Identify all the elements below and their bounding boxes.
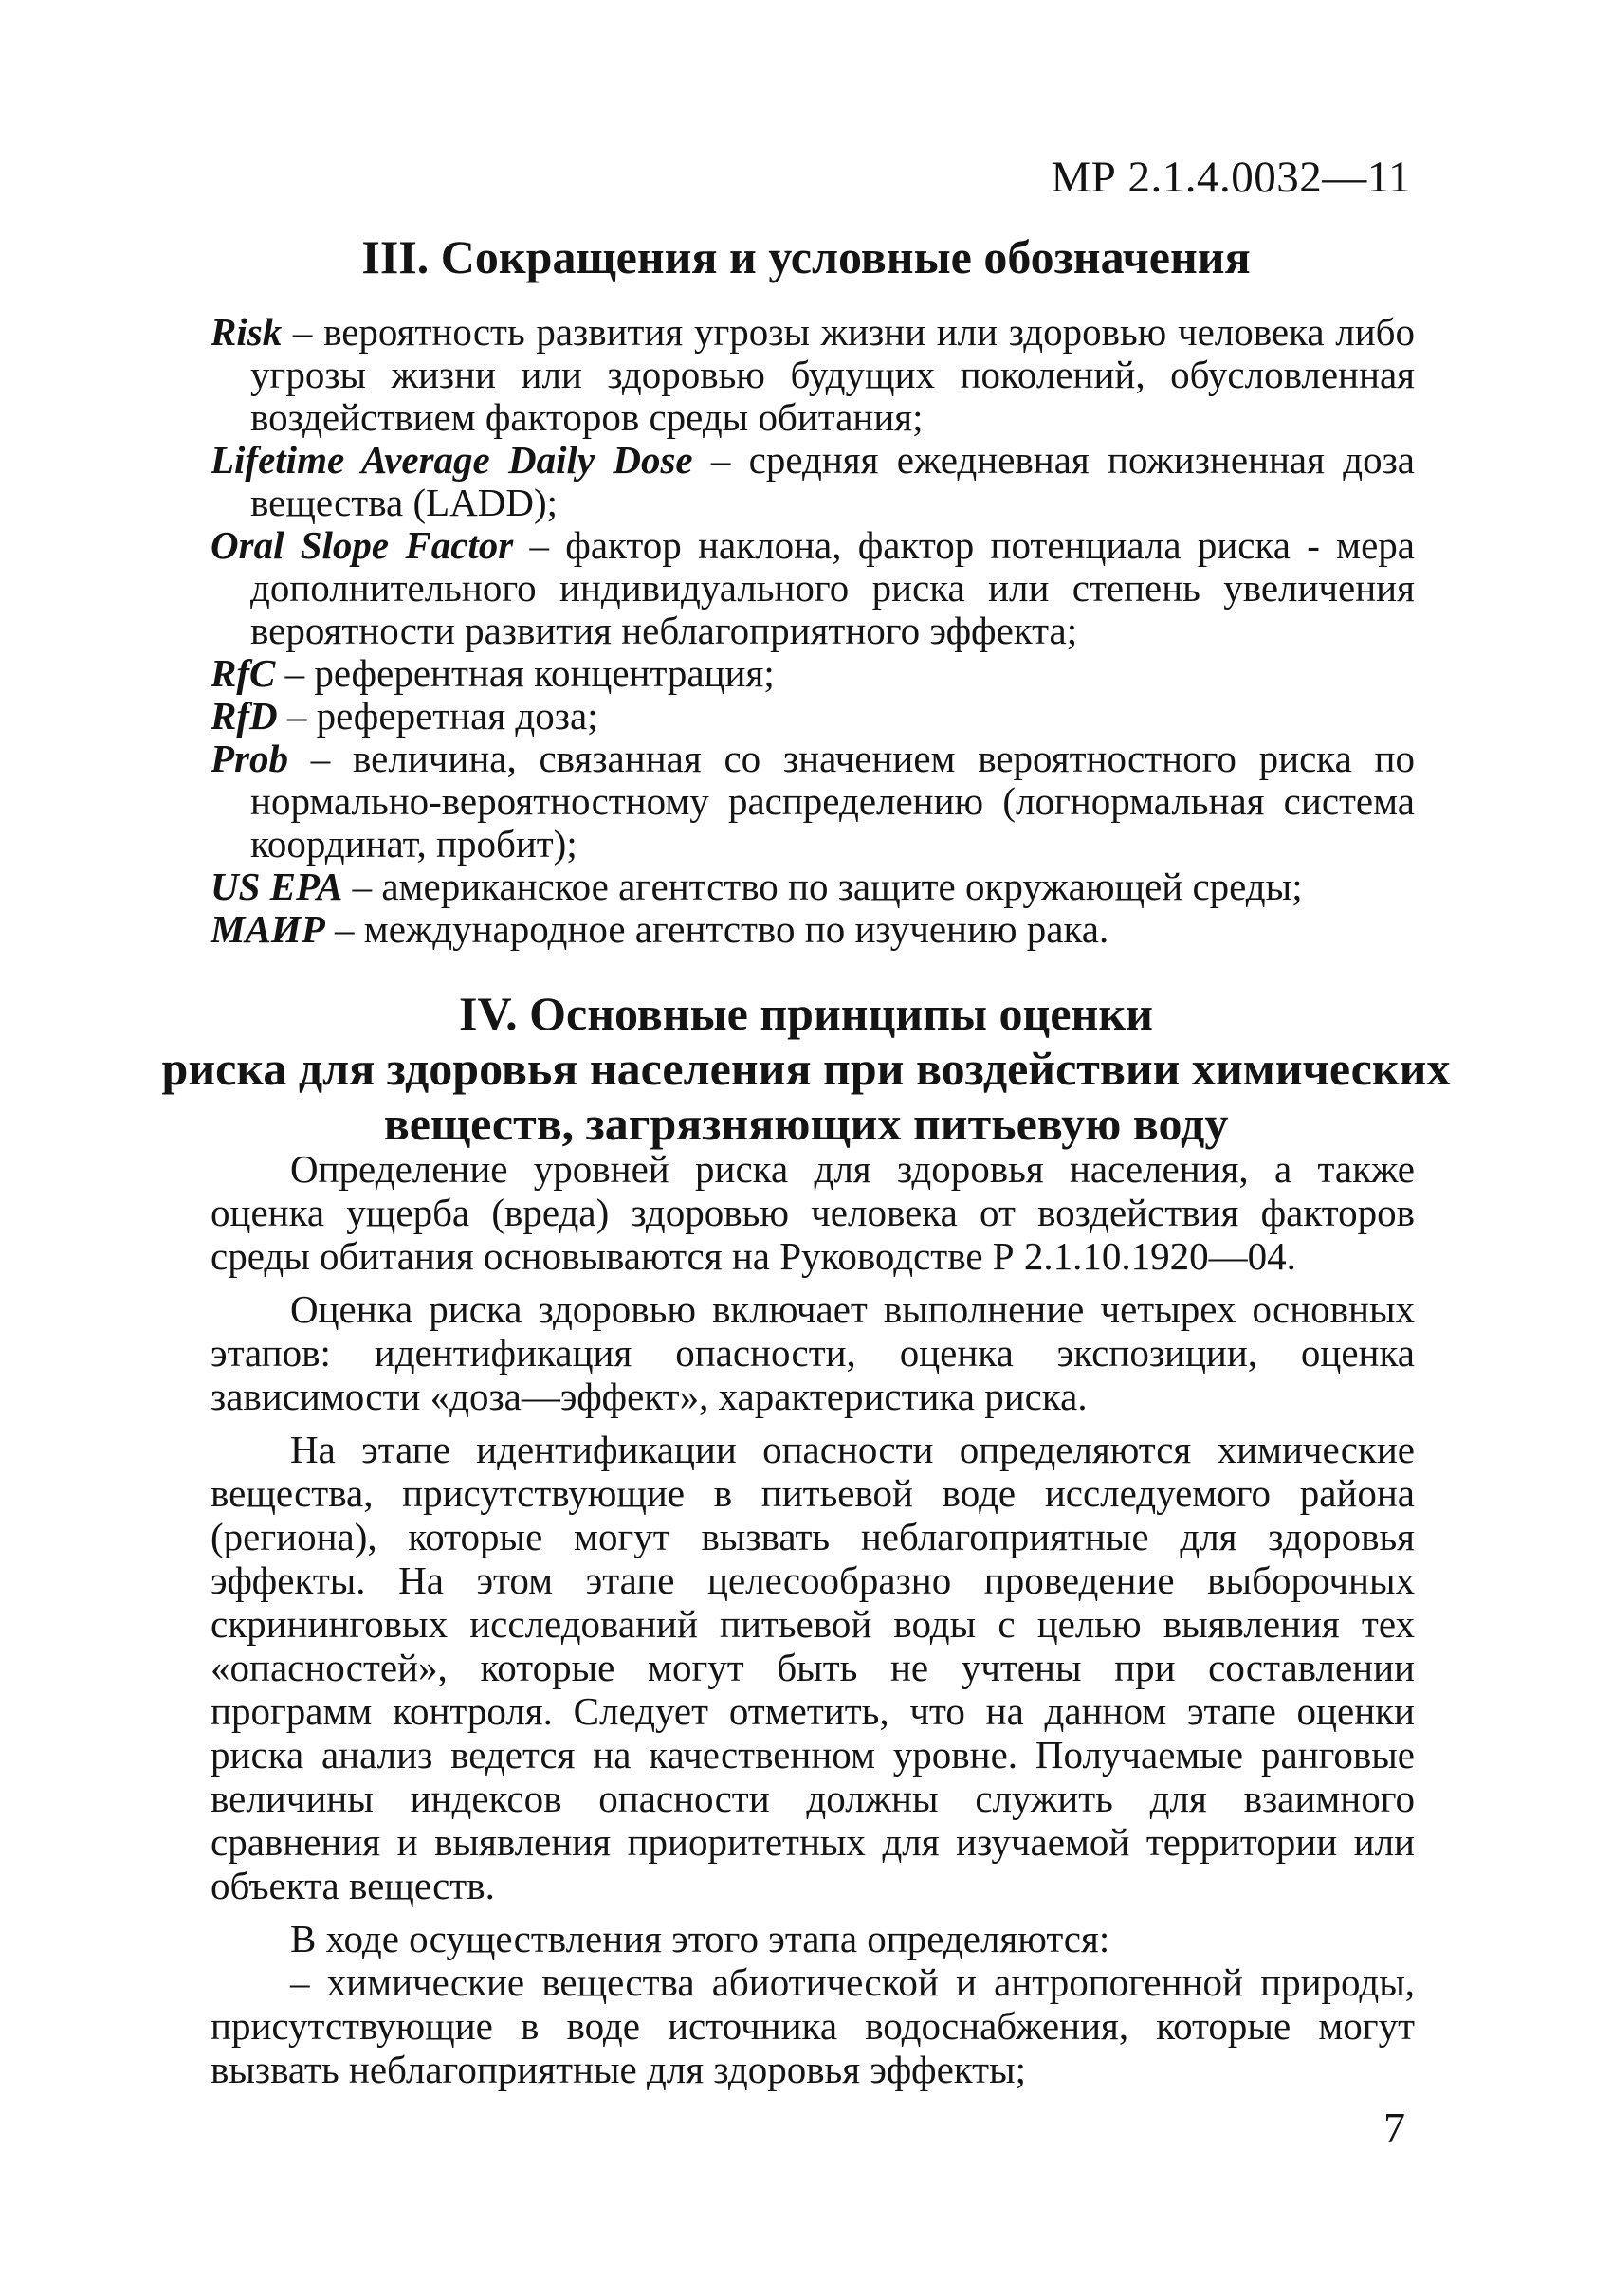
- abbreviation-item: [211, 866, 1415, 908]
- abbreviation-term: Prob: [211, 737, 288, 780]
- abbreviation-definition: – международное агентство по изучению рака.: [324, 907, 1109, 951]
- abbreviation-definition: – средняя ежедневная пожизненная доза вещества (LADD);: [250, 438, 1416, 524]
- abbreviation-item: [211, 652, 1415, 695]
- section-4-body: [211, 1147, 1415, 2091]
- abbreviation-item: [211, 524, 1415, 652]
- abbreviation-definition: – референтная концентрация;: [275, 651, 775, 695]
- section-4-heading: [0, 986, 1612, 1151]
- abbreviation-definition: – фактор наклона, фактор потенциала риска - мера дополнительного индивидуального риска или степень увеличения вероятности развития неблагоприятного эффекта;: [250, 523, 1415, 652]
- section-4-heading-line-2: риска для здоровья населения при воздействии химических: [161, 1042, 1451, 1095]
- abbreviation-term: Oral Slope Factor: [211, 523, 514, 567]
- abbreviation-item: [211, 311, 1415, 439]
- paragraph: Оценка риска здоровью включает выполнение четырех основных этапов: идентификация опасности, оценка экспозиции, оценка зависимости «доза—эффект», характеристика риска.: [211, 1287, 1415, 1418]
- abbreviation-term: Lifetime Average Daily Dose: [211, 438, 693, 482]
- paragraph: На этапе идентификации опасности определяются химические вещества, присутствующие в питьевой воде исследуемого района (региона), которые могут вызвать неблагоприятные для здоровья эффекты. На этом этапе целесообразно проведение выборочных скрининговых исследований питьевой воды с целью выявления тех «опасностей», которые могут быть не учтены при составлении программ контроля. Следует отметить, что на данном этапе оценки риска анализ ведется на качественном уровне. Получаемые ранговые величины индексов опасности должны служить для взаимного сравнения и выявления приоритетных для изучаемой территории или объекта веществ.: [211, 1428, 1415, 1907]
- list-item: – химические вещества абиотической и антропогенной природы, присутствующие в воде источника водоснабжения, которые могут вызвать неблагоприятные для здоровья эффекты;: [211, 1960, 1415, 2091]
- paragraph: Определение уровней риска для здоровья населения, а также оценка ущерба (вреда) здоровью человека от воздействия факторов среды обитания основываются на Руководстве Р 2.1.10.1920—04.: [211, 1147, 1415, 1278]
- abbreviation-item: [211, 738, 1415, 866]
- abbreviation-term: US EPA: [211, 865, 343, 908]
- abbreviation-definition: – реферетная доза;: [277, 694, 598, 738]
- section-4-heading-line-1: IV. Основные принципы оценки: [459, 987, 1153, 1040]
- abbreviation-term: МАИР: [211, 907, 325, 951]
- abbreviation-term: RfC: [211, 651, 276, 695]
- abbreviation-item: [211, 695, 1415, 738]
- abbreviation-item: [211, 439, 1415, 524]
- page-number: 7: [1383, 2104, 1405, 2152]
- abbreviation-definition: – вероятность развития угрозы жизни или здоровью человека либо угрозы жизни или здоровью будущих поколений, обусловленная воздействием факторов среды обитания;: [250, 310, 1415, 439]
- abbreviation-definition: – американское агентство по защите окружающей среды;: [342, 865, 1303, 908]
- paragraph: В ходе осуществления этого этапа определяются:: [290, 1917, 1110, 1960]
- abbreviation-item: [211, 908, 1415, 951]
- document-code: МР 2.1.4.0032—11: [1051, 153, 1411, 202]
- abbreviation-definition: – величина, связанная со значением вероятностного риска по нормально-вероятностному распределению (логнормальная система координат, пробит);: [250, 737, 1415, 866]
- section-4-heading-line-3: веществ, загрязняющих питьевую воду: [383, 1097, 1229, 1150]
- abbreviations-list: [211, 311, 1415, 951]
- abbreviation-term: RfD: [211, 694, 278, 738]
- section-3-heading: III. Сокращения и условные обозначения: [361, 230, 1251, 283]
- abbreviation-term: Risk: [211, 310, 283, 354]
